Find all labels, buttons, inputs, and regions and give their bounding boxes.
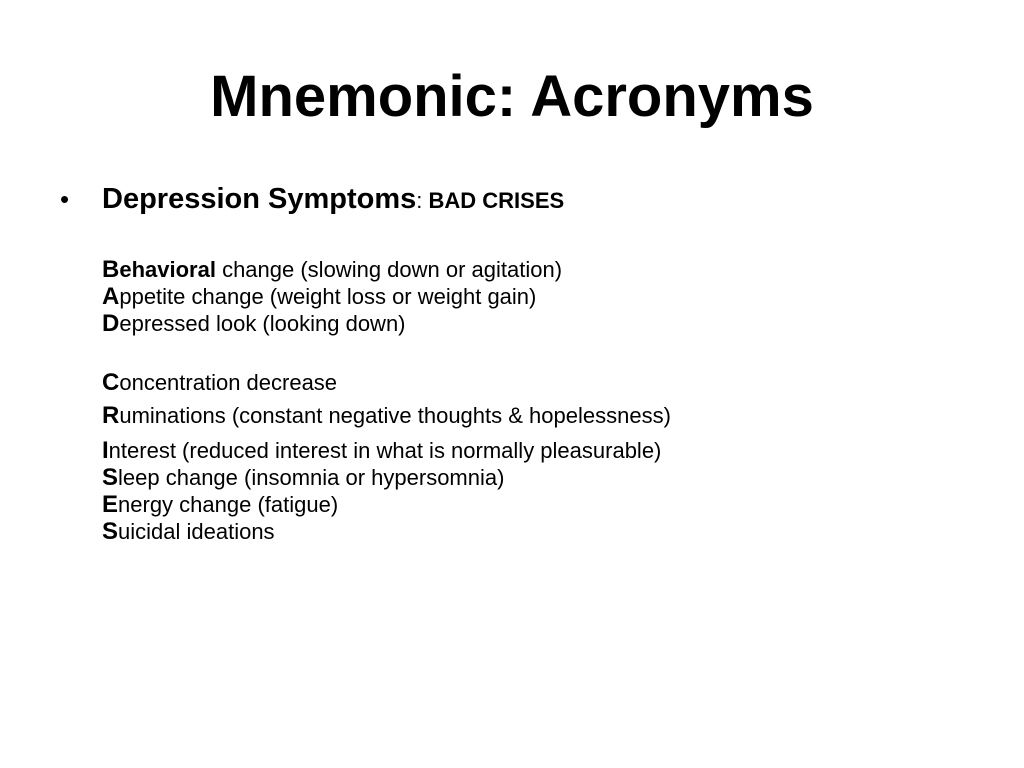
acronym-initial: A [102,283,120,310]
bullet-marker: • [60,184,70,214]
acronym-initial: E [102,491,119,518]
acronym-bold-rest: ehavioral [119,257,216,282]
acronym-initial: B [102,256,120,283]
bullet-heading [102,180,564,223]
acronym-description: oncentration decrease [119,370,338,395]
acronym-item-sleep [102,464,504,492]
acronym-description: uicidal ideations [118,519,275,544]
acronym-description: nergy change (fatigue) [118,492,339,517]
acronym-item-appetite [102,283,536,311]
acronym-item-suicidal [102,518,275,546]
acronym-initial: I [102,437,109,464]
heading-main-text: Depression Symptoms [102,183,417,215]
acronym-initial: C [102,369,120,396]
acronym-initial: R [102,402,120,429]
acronym-item-ruminations [102,402,671,430]
acronym-item-depressed [102,310,406,338]
acronym-description: nterest (reduced interest in what is normally pleasurable) [108,438,662,463]
acronym-description: uminations (constant negative thoughts & hopelessness) [119,403,671,428]
acronym-item-interest [102,437,661,465]
heading-colon: : [416,188,423,213]
acronym-initial: S [102,464,119,491]
slide-title: Mnemonic: Acronyms [210,64,814,129]
acronym-item-energy [102,491,338,519]
acronym-description: change (slowing down or agitation) [215,257,563,282]
heading-acronym: BAD CRISES [422,188,565,213]
acronym-item-behavioral [102,256,562,284]
acronym-initial: S [102,518,119,545]
acronym-description: ppetite change (weight loss or weight gain) [119,284,537,309]
acronym-initial: D [102,310,120,337]
acronym-item-concentration [102,369,337,397]
acronym-description: epressed look (looking down) [119,311,406,336]
acronym-description: leep change (insomnia or hypersomnia) [118,465,505,490]
